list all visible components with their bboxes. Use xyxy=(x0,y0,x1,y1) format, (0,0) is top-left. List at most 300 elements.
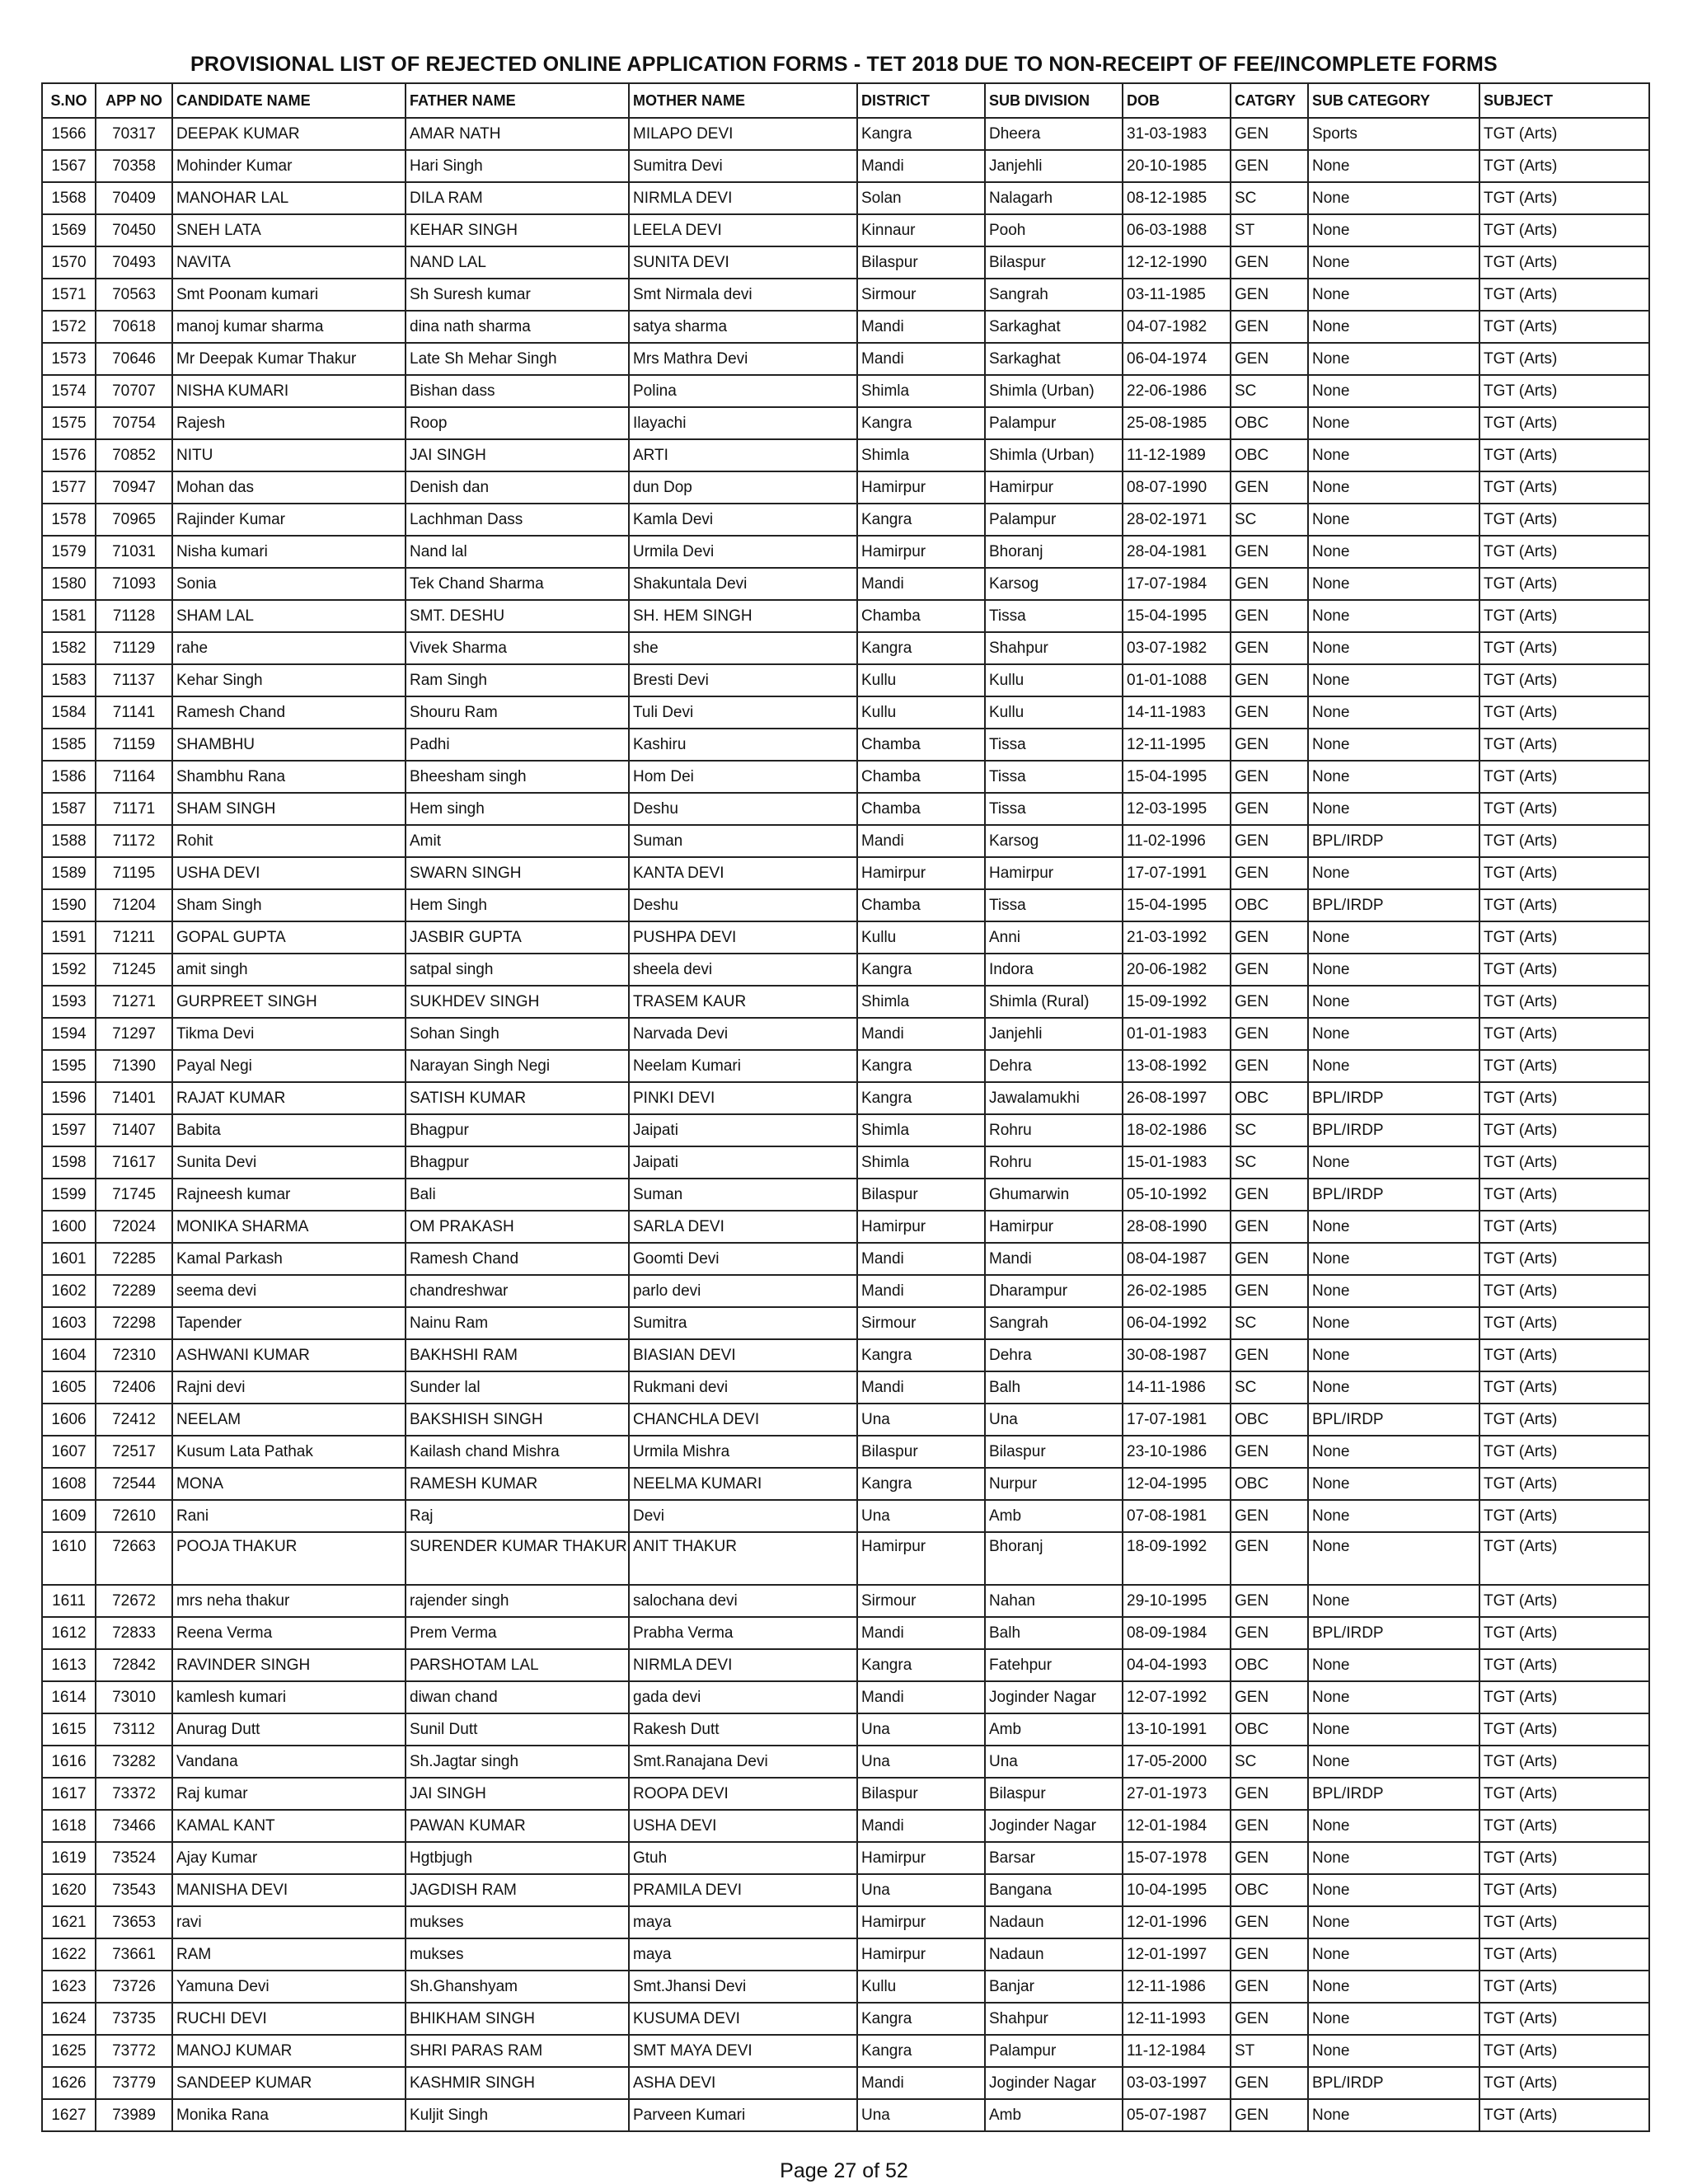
cell-sno: 1588 xyxy=(42,825,96,857)
cell-candidate-name: Rajinder Kumar xyxy=(172,504,406,536)
cell-sub-category: None xyxy=(1308,1500,1479,1532)
cell-district: Shimla xyxy=(857,439,985,471)
cell-district: Kullu xyxy=(857,1971,985,2003)
cell-candidate-name: RAJAT KUMAR xyxy=(172,1082,406,1114)
cell-category: ST xyxy=(1231,2035,1308,2067)
cell-candidate-name: Kusum Lata Pathak xyxy=(172,1436,406,1468)
cell-subject: TGT (Arts) xyxy=(1479,1339,1649,1371)
cell-dob: 14-11-1986 xyxy=(1123,1371,1231,1404)
cell-app-no: 71745 xyxy=(96,1179,172,1211)
cell-candidate-name: SHAM LAL xyxy=(172,600,406,632)
cell-mother-name: she xyxy=(629,632,857,664)
cell-sub-division: Bilaspur xyxy=(985,1436,1123,1468)
cell-sub-category: None xyxy=(1308,729,1479,761)
cell-category: GEN xyxy=(1231,857,1308,889)
cell-sub-category: None xyxy=(1308,1971,1479,2003)
cell-candidate-name: NITU xyxy=(172,439,406,471)
cell-mother-name: Jaipati xyxy=(629,1114,857,1146)
header-sno: S.NO xyxy=(42,83,96,118)
table-row xyxy=(42,1339,1649,1371)
cell-sub-division: Tissa xyxy=(985,889,1123,921)
cell-subject: TGT (Arts) xyxy=(1479,1842,1649,1874)
cell-district: Shimla xyxy=(857,1146,985,1179)
cell-sub-division: Joginder Nagar xyxy=(985,1810,1123,1842)
cell-app-no: 73372 xyxy=(96,1778,172,1810)
cell-sub-division: Dharampur xyxy=(985,1275,1123,1307)
cell-district: Kangra xyxy=(857,632,985,664)
cell-category: GEN xyxy=(1231,246,1308,279)
cell-candidate-name: Kehar Singh xyxy=(172,664,406,696)
cell-app-no: 71617 xyxy=(96,1146,172,1179)
cell-app-no: 70852 xyxy=(96,439,172,471)
cell-app-no: 71141 xyxy=(96,696,172,729)
cell-mother-name: Polina xyxy=(629,375,857,407)
cell-category: SC xyxy=(1231,182,1308,214)
cell-father-name: SURENDER KUMAR THAKUR xyxy=(406,1532,629,1585)
table-row xyxy=(42,246,1649,279)
cell-sub-division: Balh xyxy=(985,1371,1123,1404)
cell-mother-name: ASHA DEVI xyxy=(629,2067,857,2099)
cell-father-name: mukses xyxy=(406,1938,629,1971)
cell-subject: TGT (Arts) xyxy=(1479,1649,1649,1681)
cell-mother-name: KANTA DEVI xyxy=(629,857,857,889)
header-father-name: FATHER NAME xyxy=(406,83,629,118)
cell-father-name: OM PRAKASH xyxy=(406,1211,629,1243)
cell-mother-name: Devi xyxy=(629,1500,857,1532)
cell-father-name: Sh.Jagtar singh xyxy=(406,1746,629,1778)
cell-district: Kangra xyxy=(857,1649,985,1681)
cell-sub-category: None xyxy=(1308,1243,1479,1275)
cell-sno: 1605 xyxy=(42,1371,96,1404)
cell-dob: 31-03-1983 xyxy=(1123,118,1231,150)
cell-dob: 25-08-1985 xyxy=(1123,407,1231,439)
table-row xyxy=(42,1681,1649,1713)
cell-sub-category: None xyxy=(1308,1906,1479,1938)
cell-category: GEN xyxy=(1231,1211,1308,1243)
cell-app-no: 72406 xyxy=(96,1371,172,1404)
cell-mother-name: Kamla Devi xyxy=(629,504,857,536)
cell-sub-division: Nadaun xyxy=(985,1938,1123,1971)
cell-candidate-name: Rajneesh kumar xyxy=(172,1179,406,1211)
cell-dob: 03-03-1997 xyxy=(1123,2067,1231,2099)
cell-app-no: 72298 xyxy=(96,1307,172,1339)
cell-dob: 12-01-1996 xyxy=(1123,1906,1231,1938)
cell-dob: 26-08-1997 xyxy=(1123,1082,1231,1114)
table-row xyxy=(42,2099,1649,2131)
cell-father-name: SMT. DESHU xyxy=(406,600,629,632)
cell-sub-division: Hamirpur xyxy=(985,471,1123,504)
cell-app-no: 70409 xyxy=(96,182,172,214)
cell-dob: 11-02-1996 xyxy=(1123,825,1231,857)
cell-category: GEN xyxy=(1231,1436,1308,1468)
cell-father-name: JAI SINGH xyxy=(406,1778,629,1810)
cell-sub-division: Mandi xyxy=(985,1243,1123,1275)
cell-app-no: 70646 xyxy=(96,343,172,375)
cell-sno: 1611 xyxy=(42,1585,96,1617)
cell-district: Una xyxy=(857,1746,985,1778)
cell-dob: 06-04-1992 xyxy=(1123,1307,1231,1339)
cell-sub-division: Bilaspur xyxy=(985,1778,1123,1810)
cell-dob: 29-10-1995 xyxy=(1123,1585,1231,1617)
cell-sno: 1603 xyxy=(42,1307,96,1339)
table-row xyxy=(42,1842,1649,1874)
cell-sub-division: Shimla (Rural) xyxy=(985,986,1123,1018)
cell-subject: TGT (Arts) xyxy=(1479,1906,1649,1938)
cell-subject: TGT (Arts) xyxy=(1479,1275,1649,1307)
cell-sno: 1619 xyxy=(42,1842,96,1874)
cell-sub-category: None xyxy=(1308,696,1479,729)
cell-father-name: AMAR NATH xyxy=(406,118,629,150)
table-row xyxy=(42,696,1649,729)
cell-sub-category: None xyxy=(1308,1436,1479,1468)
cell-app-no: 73989 xyxy=(96,2099,172,2131)
cell-district: Hamirpur xyxy=(857,1211,985,1243)
cell-sub-division: Pooh xyxy=(985,214,1123,246)
cell-candidate-name: Kamal Parkash xyxy=(172,1243,406,1275)
cell-candidate-name: MANISHA DEVI xyxy=(172,1874,406,1906)
cell-subject: TGT (Arts) xyxy=(1479,1500,1649,1532)
cell-mother-name: Rukmani devi xyxy=(629,1371,857,1404)
cell-subject: TGT (Arts) xyxy=(1479,2035,1649,2067)
cell-subject: TGT (Arts) xyxy=(1479,986,1649,1018)
cell-sub-category: None xyxy=(1308,2099,1479,2131)
cell-dob: 17-07-1991 xyxy=(1123,857,1231,889)
cell-father-name: Shouru Ram xyxy=(406,696,629,729)
cell-app-no: 71407 xyxy=(96,1114,172,1146)
cell-mother-name: ARTI xyxy=(629,439,857,471)
cell-sub-division: Bhoranj xyxy=(985,1532,1123,1585)
cell-app-no: 71171 xyxy=(96,793,172,825)
cell-candidate-name: NISHA KUMARI xyxy=(172,375,406,407)
cell-sno: 1569 xyxy=(42,214,96,246)
cell-dob: 15-04-1995 xyxy=(1123,600,1231,632)
cell-sno: 1610 xyxy=(42,1532,96,1585)
table-row xyxy=(42,1585,1649,1617)
cell-mother-name: Deshu xyxy=(629,793,857,825)
cell-mother-name: Mrs Mathra Devi xyxy=(629,343,857,375)
table-row xyxy=(42,504,1649,536)
cell-category: GEN xyxy=(1231,568,1308,600)
cell-sub-division: Rohru xyxy=(985,1146,1123,1179)
cell-app-no: 71137 xyxy=(96,664,172,696)
cell-district: Kangra xyxy=(857,954,985,986)
cell-mother-name: Smt Nirmala devi xyxy=(629,279,857,311)
table-row xyxy=(42,825,1649,857)
cell-candidate-name: RAM xyxy=(172,1938,406,1971)
header-category: CATGRY xyxy=(1231,83,1308,118)
cell-district: Hamirpur xyxy=(857,857,985,889)
cell-subject: TGT (Arts) xyxy=(1479,1971,1649,2003)
cell-category: GEN xyxy=(1231,1050,1308,1082)
cell-sub-division: Bangana xyxy=(985,1874,1123,1906)
cell-sub-category: None xyxy=(1308,761,1479,793)
cell-subject: TGT (Arts) xyxy=(1479,1746,1649,1778)
cell-sub-division: Shimla (Urban) xyxy=(985,375,1123,407)
cell-subject: TGT (Arts) xyxy=(1479,1082,1649,1114)
cell-app-no: 73543 xyxy=(96,1874,172,1906)
cell-sno: 1614 xyxy=(42,1681,96,1713)
cell-app-no: 70965 xyxy=(96,504,172,536)
table-row xyxy=(42,407,1649,439)
table-row xyxy=(42,1617,1649,1649)
cell-sub-division: Tissa xyxy=(985,600,1123,632)
cell-sub-division: Shahpur xyxy=(985,2003,1123,2035)
cell-mother-name: NIRMLA DEVI xyxy=(629,182,857,214)
cell-category: GEN xyxy=(1231,1243,1308,1275)
cell-sub-category: None xyxy=(1308,857,1479,889)
cell-sno: 1604 xyxy=(42,1339,96,1371)
cell-category: GEN xyxy=(1231,921,1308,954)
cell-mother-name: ROOPA DEVI xyxy=(629,1778,857,1810)
cell-sno: 1566 xyxy=(42,118,96,150)
cell-app-no: 72610 xyxy=(96,1500,172,1532)
cell-sno: 1571 xyxy=(42,279,96,311)
cell-father-name: Sh.Ghanshyam xyxy=(406,1971,629,2003)
cell-sub-category: None xyxy=(1308,1746,1479,1778)
cell-app-no: 70618 xyxy=(96,311,172,343)
cell-subject: TGT (Arts) xyxy=(1479,1585,1649,1617)
cell-app-no: 71172 xyxy=(96,825,172,857)
cell-category: GEN xyxy=(1231,1617,1308,1649)
cell-mother-name: Rakesh Dutt xyxy=(629,1713,857,1746)
cell-sub-category: None xyxy=(1308,279,1479,311)
cell-dob: 28-04-1981 xyxy=(1123,536,1231,568)
cell-category: OBC xyxy=(1231,1874,1308,1906)
cell-father-name: Hem Singh xyxy=(406,889,629,921)
cell-app-no: 72842 xyxy=(96,1649,172,1681)
cell-sno: 1627 xyxy=(42,2099,96,2131)
cell-candidate-name: Vandana xyxy=(172,1746,406,1778)
cell-district: Bilaspur xyxy=(857,246,985,279)
cell-category: GEN xyxy=(1231,1275,1308,1307)
cell-sno: 1579 xyxy=(42,536,96,568)
cell-district: Mandi xyxy=(857,1681,985,1713)
cell-district: Kullu xyxy=(857,921,985,954)
cell-sno: 1570 xyxy=(42,246,96,279)
cell-sno: 1622 xyxy=(42,1938,96,1971)
cell-sub-division: Amb xyxy=(985,2099,1123,2131)
cell-dob: 04-04-1993 xyxy=(1123,1649,1231,1681)
cell-sno: 1583 xyxy=(42,664,96,696)
cell-sno: 1568 xyxy=(42,182,96,214)
cell-father-name: Lachhman Dass xyxy=(406,504,629,536)
table-row xyxy=(42,1211,1649,1243)
table-row xyxy=(42,1082,1649,1114)
cell-sub-division: Dheera xyxy=(985,118,1123,150)
header-sub-category: SUB CATEGORY xyxy=(1308,83,1479,118)
cell-candidate-name: Tikma Devi xyxy=(172,1018,406,1050)
cell-sub-category: None xyxy=(1308,504,1479,536)
cell-subject: TGT (Arts) xyxy=(1479,1179,1649,1211)
cell-category: GEN xyxy=(1231,1339,1308,1371)
cell-dob: 17-05-2000 xyxy=(1123,1746,1231,1778)
table-row xyxy=(42,1114,1649,1146)
cell-sub-category: None xyxy=(1308,1532,1479,1585)
cell-sub-category: None xyxy=(1308,343,1479,375)
cell-app-no: 70707 xyxy=(96,375,172,407)
cell-dob: 20-10-1985 xyxy=(1123,150,1231,182)
cell-subject: TGT (Arts) xyxy=(1479,857,1649,889)
table-row xyxy=(42,311,1649,343)
cell-district: Kangra xyxy=(857,2003,985,2035)
cell-subject: TGT (Arts) xyxy=(1479,375,1649,407)
cell-mother-name: NEELMA KUMARI xyxy=(629,1468,857,1500)
cell-sub-category: Sports xyxy=(1308,118,1479,150)
cell-dob: 17-07-1981 xyxy=(1123,1404,1231,1436)
cell-sno: 1625 xyxy=(42,2035,96,2067)
cell-mother-name: Suman xyxy=(629,825,857,857)
cell-sub-category: None xyxy=(1308,182,1479,214)
cell-father-name: JASBIR GUPTA xyxy=(406,921,629,954)
cell-father-name: JAI SINGH xyxy=(406,439,629,471)
cell-district: Mandi xyxy=(857,1018,985,1050)
cell-app-no: 71245 xyxy=(96,954,172,986)
cell-sub-division: Bilaspur xyxy=(985,246,1123,279)
cell-category: GEN xyxy=(1231,1018,1308,1050)
cell-sno: 1623 xyxy=(42,1971,96,2003)
cell-dob: 03-11-1985 xyxy=(1123,279,1231,311)
cell-father-name: Prem Verma xyxy=(406,1617,629,1649)
cell-sub-division: Nalagarh xyxy=(985,182,1123,214)
cell-subject: TGT (Arts) xyxy=(1479,954,1649,986)
cell-subject: TGT (Arts) xyxy=(1479,825,1649,857)
cell-sub-category: BPL/IRDP xyxy=(1308,1778,1479,1810)
cell-app-no: 73726 xyxy=(96,1971,172,2003)
cell-sno: 1626 xyxy=(42,2067,96,2099)
cell-category: GEN xyxy=(1231,986,1308,1018)
cell-dob: 01-01-1983 xyxy=(1123,1018,1231,1050)
table-row xyxy=(42,1778,1649,1810)
cell-sub-category: None xyxy=(1308,536,1479,568)
cell-app-no: 72024 xyxy=(96,1211,172,1243)
cell-mother-name: Neelam Kumari xyxy=(629,1050,857,1082)
cell-district: Chamba xyxy=(857,600,985,632)
cell-category: SC xyxy=(1231,375,1308,407)
cell-candidate-name: manoj kumar sharma xyxy=(172,311,406,343)
cell-app-no: 71093 xyxy=(96,568,172,600)
cell-dob: 10-04-1995 xyxy=(1123,1874,1231,1906)
cell-father-name: dina nath sharma xyxy=(406,311,629,343)
cell-sno: 1617 xyxy=(42,1778,96,1810)
cell-district: Kangra xyxy=(857,407,985,439)
cell-dob: 04-07-1982 xyxy=(1123,311,1231,343)
cell-father-name: BAKSHISH SINGH xyxy=(406,1404,629,1436)
cell-mother-name: KUSUMA DEVI xyxy=(629,2003,857,2035)
cell-district: Chamba xyxy=(857,793,985,825)
cell-candidate-name: mrs neha thakur xyxy=(172,1585,406,1617)
cell-sub-division: Una xyxy=(985,1746,1123,1778)
cell-father-name: BHIKHAM SINGH xyxy=(406,2003,629,2035)
cell-father-name: Sohan Singh xyxy=(406,1018,629,1050)
cell-candidate-name: kamlesh kumari xyxy=(172,1681,406,1713)
cell-sub-category: None xyxy=(1308,375,1479,407)
cell-category: GEN xyxy=(1231,1842,1308,1874)
cell-candidate-name: SANDEEP KUMAR xyxy=(172,2067,406,2099)
cell-subject: TGT (Arts) xyxy=(1479,1681,1649,1713)
cell-father-name: Bali xyxy=(406,1179,629,1211)
cell-subject: TGT (Arts) xyxy=(1479,1778,1649,1810)
cell-father-name: SWARN SINGH xyxy=(406,857,629,889)
header-mother-name: MOTHER NAME xyxy=(629,83,857,118)
cell-app-no: 71129 xyxy=(96,632,172,664)
table-row xyxy=(42,1275,1649,1307)
cell-app-no: 73112 xyxy=(96,1713,172,1746)
cell-category: SC xyxy=(1231,1307,1308,1339)
cell-subject: TGT (Arts) xyxy=(1479,182,1649,214)
cell-sno: 1602 xyxy=(42,1275,96,1307)
cell-category: GEN xyxy=(1231,793,1308,825)
cell-father-name: Roop xyxy=(406,407,629,439)
table-row xyxy=(42,568,1649,600)
cell-category: GEN xyxy=(1231,1810,1308,1842)
cell-district: Kullu xyxy=(857,696,985,729)
cell-sub-division: Dehra xyxy=(985,1339,1123,1371)
cell-sno: 1582 xyxy=(42,632,96,664)
cell-sno: 1572 xyxy=(42,311,96,343)
cell-sub-category: None xyxy=(1308,1018,1479,1050)
table-row xyxy=(42,793,1649,825)
cell-mother-name: NIRMLA DEVI xyxy=(629,1649,857,1681)
cell-subject: TGT (Arts) xyxy=(1479,1243,1649,1275)
cell-sub-division: Indora xyxy=(985,954,1123,986)
cell-category: GEN xyxy=(1231,632,1308,664)
cell-sub-division: Fatehpur xyxy=(985,1649,1123,1681)
cell-sno: 1597 xyxy=(42,1114,96,1146)
cell-district: Kangra xyxy=(857,1468,985,1500)
cell-father-name: Bishan dass xyxy=(406,375,629,407)
cell-sub-division: Dehra xyxy=(985,1050,1123,1082)
cell-category: OBC xyxy=(1231,439,1308,471)
cell-dob: 08-12-1985 xyxy=(1123,182,1231,214)
cell-dob: 11-12-1989 xyxy=(1123,439,1231,471)
table-row xyxy=(42,118,1649,150)
cell-district: Mandi xyxy=(857,2067,985,2099)
cell-district: Kangra xyxy=(857,1082,985,1114)
cell-subject: TGT (Arts) xyxy=(1479,632,1649,664)
cell-candidate-name: Ajay Kumar xyxy=(172,1842,406,1874)
cell-candidate-name: Rajni devi xyxy=(172,1371,406,1404)
cell-district: Kinnaur xyxy=(857,214,985,246)
cell-category: GEN xyxy=(1231,471,1308,504)
cell-subject: TGT (Arts) xyxy=(1479,343,1649,375)
cell-dob: 12-01-1984 xyxy=(1123,1810,1231,1842)
cell-app-no: 72663 xyxy=(96,1532,172,1585)
cell-sub-division: Nahan xyxy=(985,1585,1123,1617)
cell-candidate-name: NAVITA xyxy=(172,246,406,279)
cell-sub-category: None xyxy=(1308,954,1479,986)
cell-subject: TGT (Arts) xyxy=(1479,761,1649,793)
cell-sub-division: Palampur xyxy=(985,407,1123,439)
cell-father-name: KASHMIR SINGH xyxy=(406,2067,629,2099)
cell-district: Chamba xyxy=(857,729,985,761)
cell-sub-category: None xyxy=(1308,986,1479,1018)
cell-district: Kangra xyxy=(857,1339,985,1371)
cell-father-name: rajender singh xyxy=(406,1585,629,1617)
cell-candidate-name: Smt Poonam kumari xyxy=(172,279,406,311)
table-row xyxy=(42,2067,1649,2099)
cell-subject: TGT (Arts) xyxy=(1479,1810,1649,1842)
table-row xyxy=(42,279,1649,311)
cell-app-no: 70563 xyxy=(96,279,172,311)
cell-dob: 27-01-1973 xyxy=(1123,1778,1231,1810)
cell-mother-name: Kashiru xyxy=(629,729,857,761)
cell-sub-division: Sarkaghat xyxy=(985,343,1123,375)
cell-candidate-name: Ramesh Chand xyxy=(172,696,406,729)
cell-subject: TGT (Arts) xyxy=(1479,536,1649,568)
cell-subject: TGT (Arts) xyxy=(1479,2003,1649,2035)
table-row xyxy=(42,536,1649,568)
cell-father-name: NAND LAL xyxy=(406,246,629,279)
